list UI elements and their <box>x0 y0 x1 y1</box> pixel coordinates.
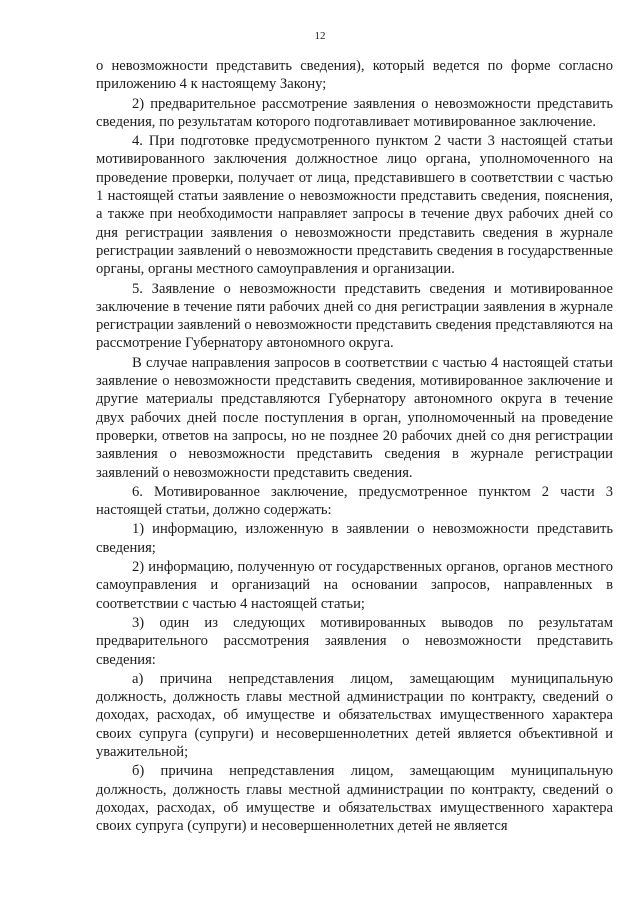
page-number: 12 <box>314 30 326 42</box>
document-body <box>96 57 613 835</box>
paragraph-subitem-a: а) причина непредставления лицом, замещающим муниципальную должность, должность главы местной администрации по контракту, сведений о доходах, расходах, об имуществе и обязательствах имущественного характера своих супруга (супруги) и несовершеннолетних детей является объективной и уважительной; <box>96 670 613 760</box>
paragraph-part-5: 5. Заявление о невозможности представить сведения и мотивированное заключение в течение пяти рабочих дней со дня регистрации заявления в журнале регистрации заявлений о невозможности представить сведения представляются на рассмотрение Губернатору автономного округа. <box>96 280 613 352</box>
paragraph-part-4: 4. При подготовке предусмотренного пунктом 2 части 3 настоящей статьи мотивированного заключения должностное лицо органа, уполномоченного на проведение проверки, получает от лица, представившего в соответствии с частью 1 настоящей статьи заявление о невозможности представить сведения, пояснения, а также при необходимости направляет запросы в течение двух рабочих дней со дня регистрации заявления о невозможности представить сведения в журнале регистрации заявлений о невозможности представить сведения в государственные органы, органы местного самоуправления и организации. <box>96 133 613 278</box>
paragraph-requests-case: В случае направления запросов в соответствии с частью 4 настоящей статьи заявление о невозможности представить сведения, мотивированное заключение и другие материалы представляются Губернатору автономного округа в течение двух рабочих дней после поступления в орган, уполномоченный на проведение проверки, ответов на запросы, но не позднее 20 рабочих дней со дня регистрации заявления о невозможности представить сведения в журнале регистрации заявлений о невозможности представить сведения. <box>96 354 613 481</box>
paragraph-subitem-b: б) причина непредставления лицом, замещающим муниципальную должность, должность главы местной администрации по контракту, сведений о доходах, расходах, об имуществе и обязательствах имущественного характера своих супруга (супруги) и несовершеннолетних детей не является <box>96 763 613 835</box>
paragraph-item-1: 1) информацию, изложенную в заявлении о невозможности представить сведения; <box>96 521 613 556</box>
paragraph-continuation: о невозможности представить сведения), который ведется по форме согласно приложению 4 к настоящему Закону; <box>96 58 613 93</box>
paragraph-item-3: 3) один из следующих мотивированных выводов по результатам предварительного рассмотрения заявления о невозможности представить сведения: <box>96 614 613 668</box>
paragraph-part-6: 6. Мотивированное заключение, предусмотренное пунктом 2 части 3 настоящей статьи, должно содержать: <box>96 483 613 519</box>
paragraph-item-2: 2) предварительное рассмотрение заявления о невозможности представить сведения, по результатам которого подготавливает мотивированное заключение. <box>96 95 613 130</box>
paragraph-item-2-info: 2) информацию, полученную от государственных органов, органов местного самоуправления и организаций на основании запросов, направленных в соответствии с частью 4 настоящей статьи; <box>96 559 613 612</box>
